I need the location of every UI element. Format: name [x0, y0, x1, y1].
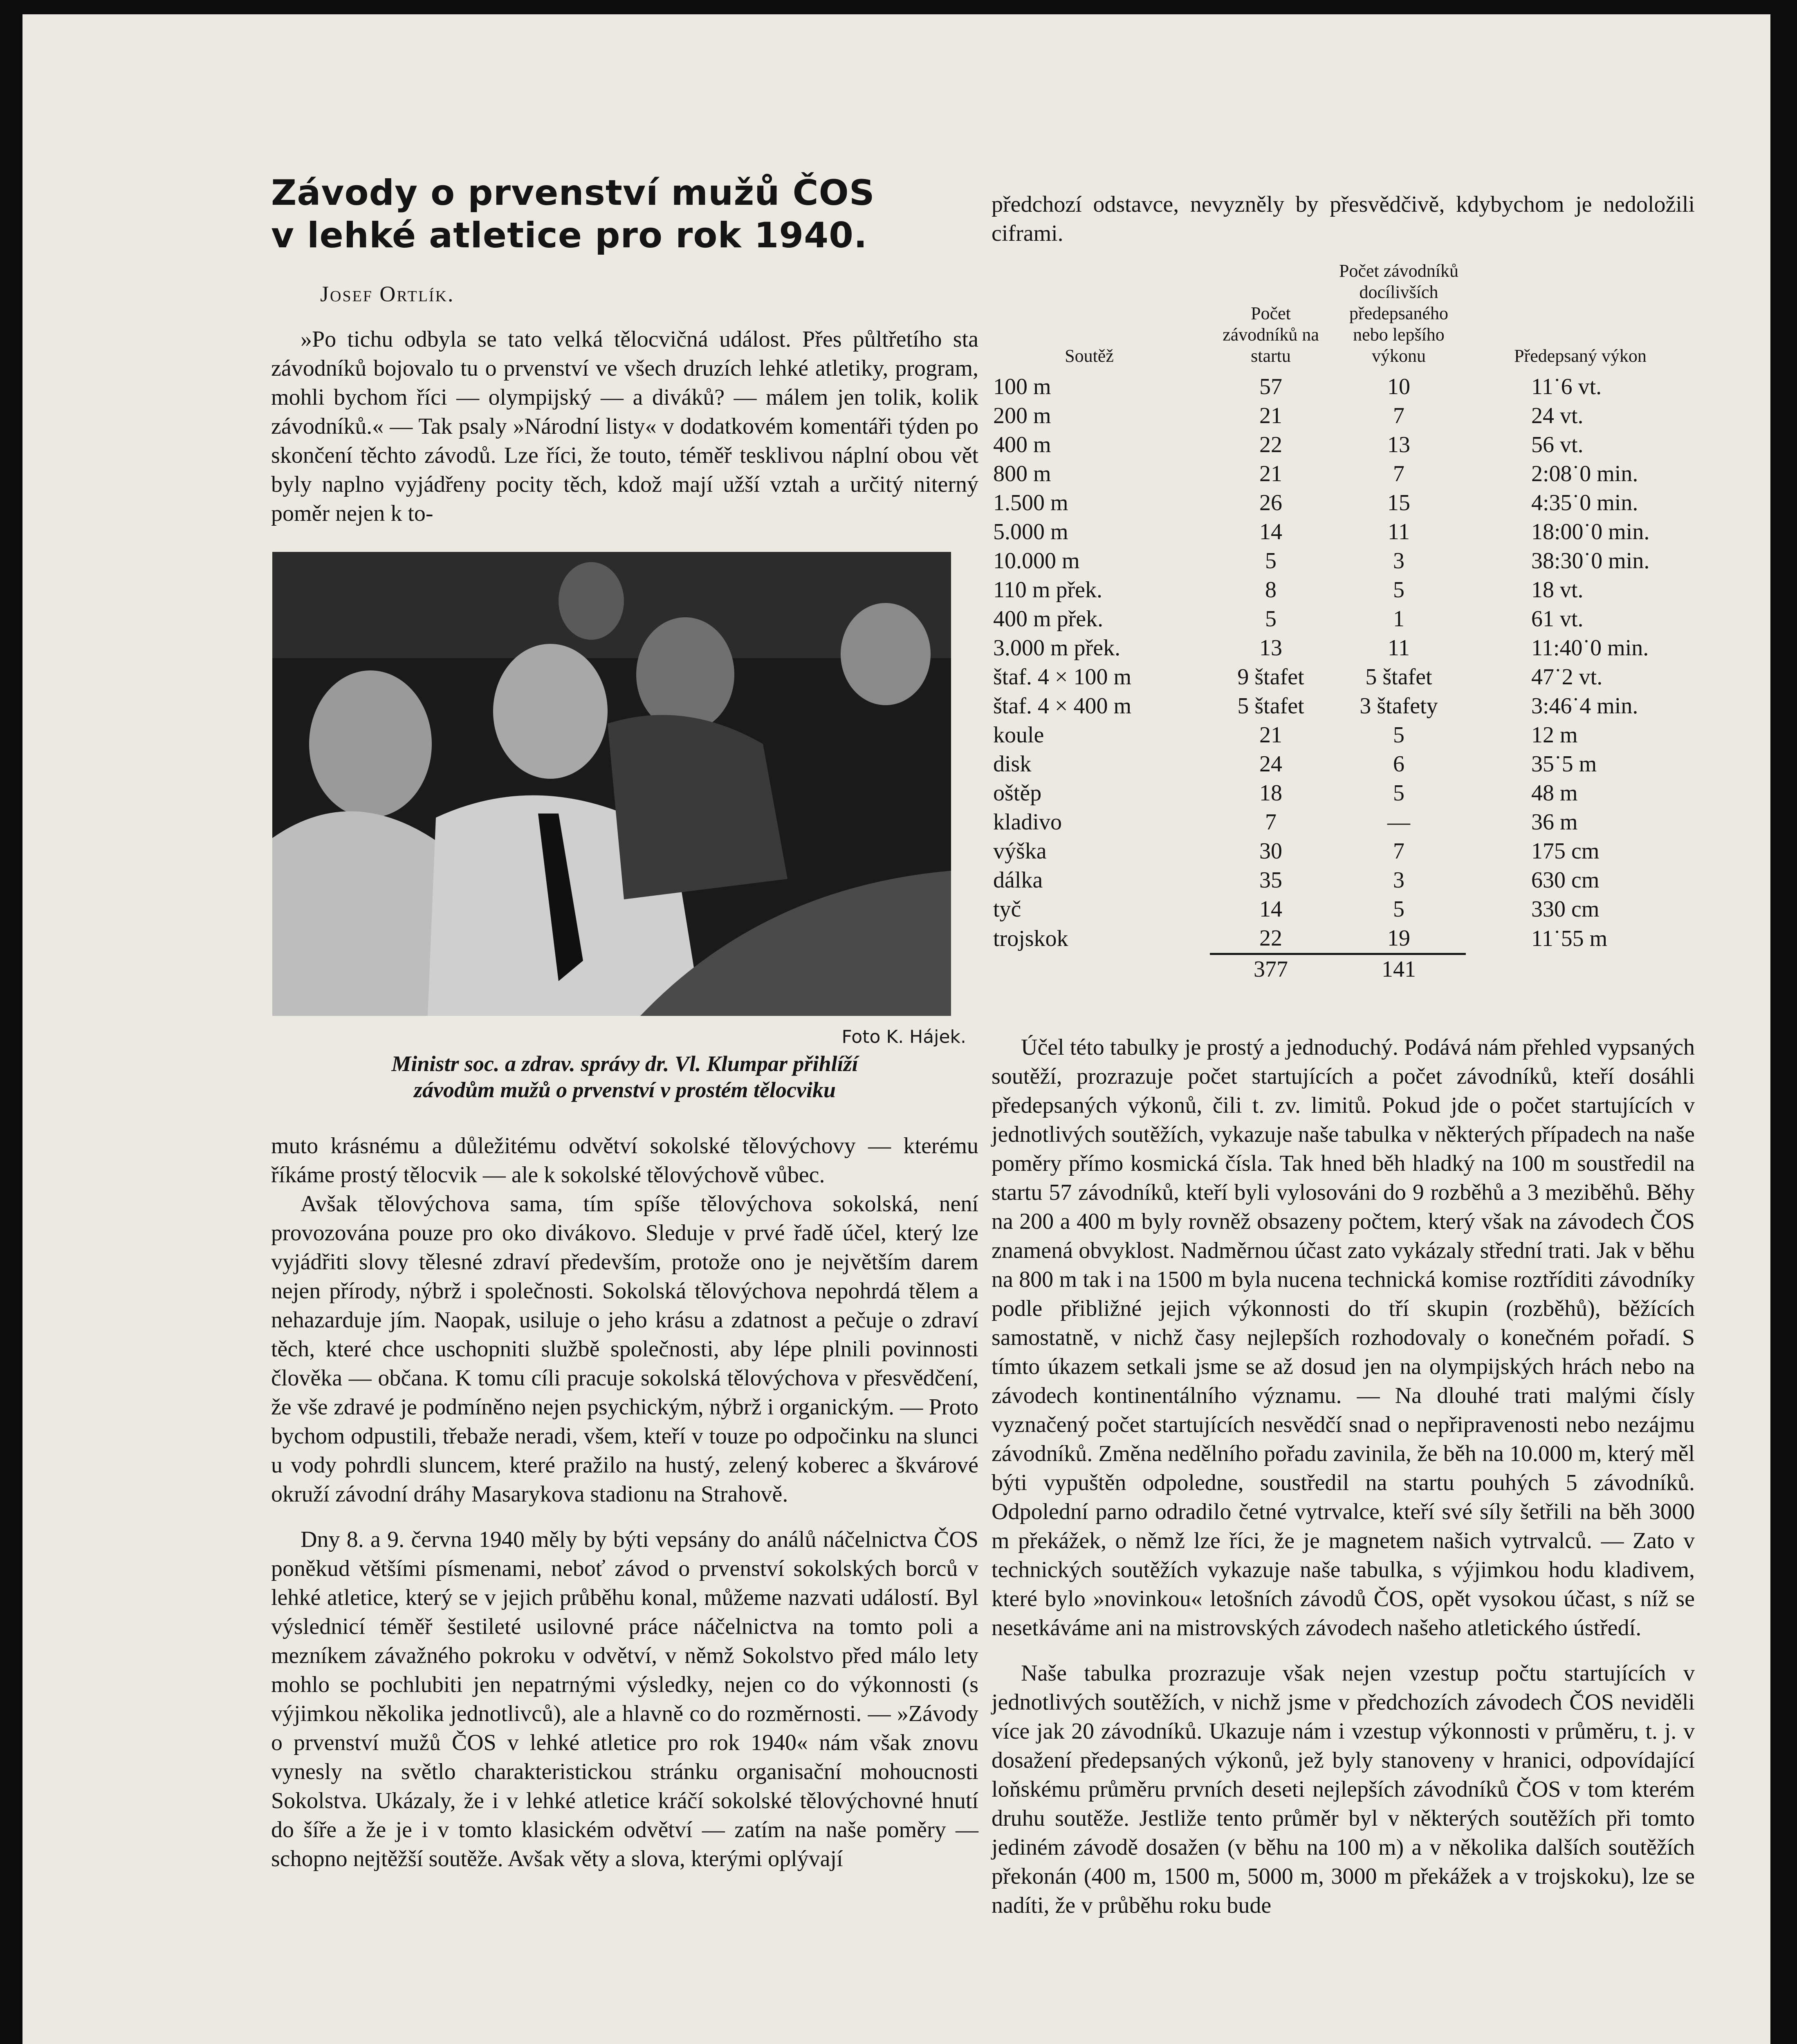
photo-caption	[271, 1051, 978, 1103]
cell-qualified: 3	[1393, 548, 1404, 574]
cell-event: štaf. 4 × 400 m	[993, 693, 1131, 719]
cell-event: štaf. 4 × 100 m	[993, 664, 1131, 690]
table-row	[992, 372, 1695, 401]
table-row	[992, 459, 1695, 489]
cell-event: tyč	[993, 896, 1021, 922]
cell-qualified: 11	[1388, 519, 1410, 545]
table-row	[992, 634, 1695, 663]
table-row	[992, 547, 1695, 576]
cell-starters: 22	[1259, 432, 1282, 457]
table-row	[992, 605, 1695, 634]
table-row	[992, 750, 1695, 779]
photo-credit: Foto K. Hájek.	[841, 1026, 966, 1047]
table-row	[992, 692, 1695, 721]
cell-starters: 5	[1265, 606, 1277, 632]
cell-starters: 13	[1259, 635, 1282, 661]
photo-caption-line-2: závodům mužů o prvenství v prostém tělocviku	[414, 1078, 836, 1102]
cell-starters: 21	[1259, 722, 1282, 748]
table-row	[992, 401, 1695, 430]
table-row	[992, 518, 1695, 547]
table-header-row	[992, 260, 1695, 372]
right-paragraph-0: předchozí odstavce, nevyzněly by přesvědčivě, kdybychom je nedoložili ciframi.	[992, 192, 1695, 246]
table-row	[992, 808, 1695, 837]
cell-limit: 18 vt.	[1531, 577, 1584, 603]
cell-starters: 18	[1259, 780, 1282, 806]
table-row	[992, 430, 1695, 459]
cell-limit: 630 cm	[1531, 867, 1600, 893]
cell-qualified: 7	[1393, 461, 1404, 486]
article-title	[271, 172, 978, 257]
right-paragraph-1: Účel této tabulky je prostý a jednoduchý. Podává nám přehled vypsaných soutěží, prozrazuje počet startujících a počet závodníků, kteří dosáhli předepsaných výkonů, čili t. zv. limitů. Pokud jde o počet startujících v jednotlivých soutěžích, vykazuje naše tabulka v některých případech na naše poměry přímo kosmická čísla. Tak hned běh hladký na 100 m soustředil na startu 57 závodníků, kteří byli vylosováni do 9 rozběhů a 3 meziběhů. Běhy na 200 a 400 m byly rovněž obsazeny počtem, který však na závodech ČOS znamená obvyklost. Nadměrnou účast zato vykázaly střední trati. Jak v běhu na 800 m tak i na 1500 m byla nucena technická komise roztříditi závodníky podle přibližné jejich výkonnosti do tří skupin (rozběhů), běžících samostatně, v nichž časy nejlepších rozhodovaly o konečném pořadí. S tímto úkazem setkali jsme se až dosud jen na olympijských hrách nebo na závodech kontinentálního významu. — Na dlouhé trati malými čísly vyznačený počet startujících nesvědčí snad o nepřipravenosti nebo nezájmu závodníků. Změna nedělního pořadu zavinila, že běh na 10.000 m, který měl býti vypuštěn odpoledne, soustředil na startu pouhých 5 závodníků. Odpolední parno odradilo četné vytrvalce, kteří své síly šetřili na běh 3000 m překážek, o němž lze říci, že je magnetem našich vytrvalců. — Zato v technických soutěžích vykazuje naše tabulka, s výjimkou hodu kladivem, které bylo »novinkou« letošních závodů ČOS, opět vysokou účast, s níž se nesetkáváme ani na mistrovských závodech našeho atletického ústředí.	[992, 1035, 1695, 1641]
cell-limit: 2:08˙0 min.	[1531, 461, 1638, 486]
cell-qualified: 5	[1393, 780, 1404, 806]
header-qualified: Počet závodníků docílivších předepsaného nebo lepšího výkonu	[1339, 261, 1459, 366]
cell-qualified: 5 štafet	[1365, 664, 1432, 690]
cell-limit: 11˙6 vt.	[1531, 374, 1602, 399]
cell-limit: 48 m	[1531, 780, 1578, 806]
photo-caption-line-1: Ministr soc. a zdrav. správy dr. Vl. Klumpar přihlíží	[391, 1051, 858, 1076]
cell-qualified: 3	[1393, 867, 1404, 893]
cell-event: 110 m přek.	[993, 577, 1102, 603]
table-row	[992, 721, 1695, 750]
cell-event: koule	[993, 722, 1044, 748]
cell-qualified: 3 štafety	[1360, 693, 1438, 719]
right-column	[992, 190, 1695, 1920]
cell-limit: 38:30˙0 min.	[1531, 548, 1650, 574]
header-starters: Počet závodníků na startu	[1223, 303, 1319, 366]
cell-limit: 175 cm	[1531, 838, 1600, 864]
intro-paragraph: »Po tichu odbyla se tato velká tělocvičná událost. Přes půltřetího sta závodníků bojovalo tu o prvenství ve všech druzích lehké atletiky, program, mohli bychom říci — olympijský — a diváků? — málem jen tolik, kolik závodníků.« — Tak psaly »Národní listy« v dodatkovém komentáři týden po skončení těchto závodů. Lze říci, že touto, téměř tesklivou náplní obou vět byly naplno vyjádřeny pocity těch, kdož mají užší vztah a určitý niterný poměr nejen k to-	[271, 327, 978, 526]
cell-starters: 21	[1259, 403, 1282, 428]
table-row	[992, 663, 1695, 692]
cell-qualified: 13	[1387, 432, 1410, 457]
cell-event: 200 m	[993, 403, 1051, 428]
cell-qualified: 19	[1387, 926, 1410, 951]
table-row	[992, 866, 1695, 895]
magazine-page	[22, 14, 1770, 2044]
cell-event: 5.000 m	[993, 519, 1068, 545]
cell-qualified: 7	[1393, 403, 1404, 428]
cell-starters: 14	[1259, 519, 1282, 545]
table-total-row	[992, 954, 1695, 984]
cell-starters: 57	[1259, 374, 1282, 399]
cell-limit: 11:40˙0 min.	[1531, 635, 1649, 661]
table-row	[992, 779, 1695, 808]
author: Josef Ortlík.	[320, 282, 455, 306]
cell-event: oštěp	[993, 780, 1042, 806]
cell-limit: 4:35˙0 min.	[1531, 490, 1638, 515]
cell-limit: 3:46˙4 min.	[1531, 693, 1638, 719]
cell-starters: 21	[1259, 461, 1282, 486]
cell-qualified: —	[1387, 809, 1410, 835]
cell-qualified: 10	[1387, 374, 1410, 399]
cell-event: disk	[993, 751, 1032, 777]
cell-limit: 47˙2 vt.	[1531, 664, 1603, 690]
cell-qualified: 15	[1387, 490, 1410, 515]
cell-qualified: 7	[1393, 838, 1404, 864]
cell-qualified: 11	[1388, 635, 1410, 661]
total-starters: 377	[1210, 954, 1332, 984]
header-limit: Předepsaný výkon	[1514, 346, 1647, 366]
cell-starters: 7	[1265, 809, 1277, 835]
cell-event: trojskok	[993, 926, 1068, 952]
left-paragraph-1: muto krásnému a důležitému odvětví sokolské tělovýchovy — kterému říkáme prostý tělocvik — ale k sokolské tělovýchově vůbec.	[271, 1133, 978, 1188]
cell-starters: 8	[1265, 577, 1277, 603]
cell-event: dálka	[993, 867, 1043, 893]
cell-limit: 36 m	[1531, 809, 1578, 835]
cell-starters: 30	[1259, 838, 1282, 864]
cell-event: 1.500 m	[993, 490, 1068, 515]
table-row	[992, 924, 1695, 954]
cell-limit: 330 cm	[1531, 896, 1600, 922]
cell-event: 800 m	[993, 461, 1051, 486]
table-row	[992, 576, 1695, 605]
right-paragraph-2: Naše tabulka prozrazuje však nejen vzestup počtu startujících v jednotlivých soutěžích, v nichž jsme v předchozích závodech ČOS neviděli více jak 20 závodníků. Ukazuje nám i vzestup výkonnosti v průměru, t. j. v dosažení předepsaných výkonů, jež byly stanoveny v hranici, odpovídající loňskému průměru prvních deseti nejlepších závodníků ČOS v tom kterém druhu soutěže. Jestliže tento průměr byl v některých soutěžích při tomto jediném závodě dosažen (v běhu na 100 m) a v několika dalších soutěžích překonán (400 m, 1500 m, 5000 m, 3000 m překážek a v trojskoku), lze se nadíti, že v průběhu roku bude	[992, 1661, 1695, 1918]
cell-qualified: 1	[1393, 606, 1404, 632]
cell-event: 400 m	[993, 432, 1051, 457]
cell-event: kladivo	[993, 809, 1062, 835]
cell-starters: 24	[1259, 751, 1282, 777]
cell-starters: 14	[1259, 896, 1282, 922]
cell-limit: 61 vt.	[1531, 606, 1584, 632]
table-row	[992, 837, 1695, 866]
cell-qualified: 6	[1393, 751, 1404, 777]
results-table	[992, 260, 1695, 984]
cell-qualified: 5	[1393, 722, 1404, 748]
cell-starters: 35	[1259, 867, 1282, 893]
cell-event: 400 m přek.	[993, 606, 1104, 632]
table-row	[992, 489, 1695, 518]
left-paragraph-2: Avšak tělovýchova sama, tím spíše tělovýchova sokolská, není provozována pouze pro oko divákovo. Sleduje v prvé řadě účel, který lze vyjádřiti slovy tělesné zdraví především, protože ono je největším darem nejen přírody, nýbrž i společnosti. Sokolská tělovýchova nepohrdá tělem a nehazarduje jím. Naopak, usiluje o jeho krásu a zdatnost a pečuje o zdraví těch, které chce uschopniti službě společnosti, aby lépe plnili povinnosti člověka — občana. K tomu cíli pracuje sokolská tělovýchova v přesvědčení, že vše zdravé je podmíněno nejen psychickým, nýbrž i organickým. — Proto bychom odpustili, třebaže neradi, všem, kteří v touze po odpočinku na slunci u vody pohrdli sluncem, které pražilo na hustý, zelený koberec a škvárové okruží závodní dráhy Masarykova stadionu na Strahově.	[271, 1191, 978, 1507]
cell-starters: 5 štafet	[1237, 693, 1304, 719]
cell-event: 10.000 m	[993, 548, 1080, 574]
table-row	[992, 895, 1695, 924]
cell-limit: 12 m	[1531, 722, 1578, 748]
cell-starters: 9 štafet	[1237, 664, 1304, 690]
cell-limit: 56 vt.	[1531, 432, 1584, 457]
total-qualified: 141	[1332, 954, 1466, 984]
cell-event: 3.000 m přek.	[993, 635, 1121, 661]
cell-qualified: 5	[1393, 896, 1404, 922]
left-paragraph-3: Dny 8. a 9. června 1940 měly by býti vepsány do análů náčelnictva ČOS poněkud většími písmenami, neboť závod o prvenství sokolských borců v lehké atletice, který se v jejich průběhu konal, můžeme nazvati událostí. Byl výslednicí téměř šestileté usilovné práce náčelnictva na tomto poli a mezníkem závažného pokroku v odvětví, v němž Sokolstvo před málo lety mohlo se pochlubiti jen nepatrnými výsledky, nejen co do výkonnosti (s výjimkou několika jednotlivců), ale a hlavně co do rozměrnosti. — »Závody o prvenství mužů ČOS v lehké atletice pro rok 1940« nám však znovu vynesly na světlo charakteristickou stránku organisační mohoucnosti Sokolstva. Ukázaly, že i v lehké atletice kráčí sokolské tělovýchovné hnutí do šíře a že je i v tomto klasickém odvětví — zatím na naše poměry — schopno nejtěžší soutěže. Avšak věty a slova, kterými oplývají	[271, 1527, 978, 1871]
cell-starters: 22	[1259, 926, 1282, 951]
header-event: Soutěž	[1065, 346, 1114, 366]
cell-limit: 24 vt.	[1531, 403, 1584, 428]
table-body	[992, 372, 1695, 954]
cell-qualified: 5	[1393, 577, 1404, 603]
cell-event: výška	[993, 838, 1047, 864]
left-column	[271, 172, 978, 1874]
title-line-2: v lehké atletice pro rok 1940.	[271, 215, 868, 256]
title-line-1: Závody o prvenství mužů ČOS	[271, 173, 875, 213]
cell-limit: 35˙5 m	[1531, 751, 1597, 777]
photo	[272, 552, 951, 1016]
cell-starters: 26	[1259, 490, 1282, 515]
cell-limit: 18:00˙0 min.	[1531, 519, 1650, 545]
cell-event: 100 m	[993, 374, 1051, 399]
photo-image	[272, 552, 951, 1016]
cell-limit: 11˙55 m	[1531, 926, 1608, 952]
cell-starters: 5	[1265, 548, 1277, 574]
